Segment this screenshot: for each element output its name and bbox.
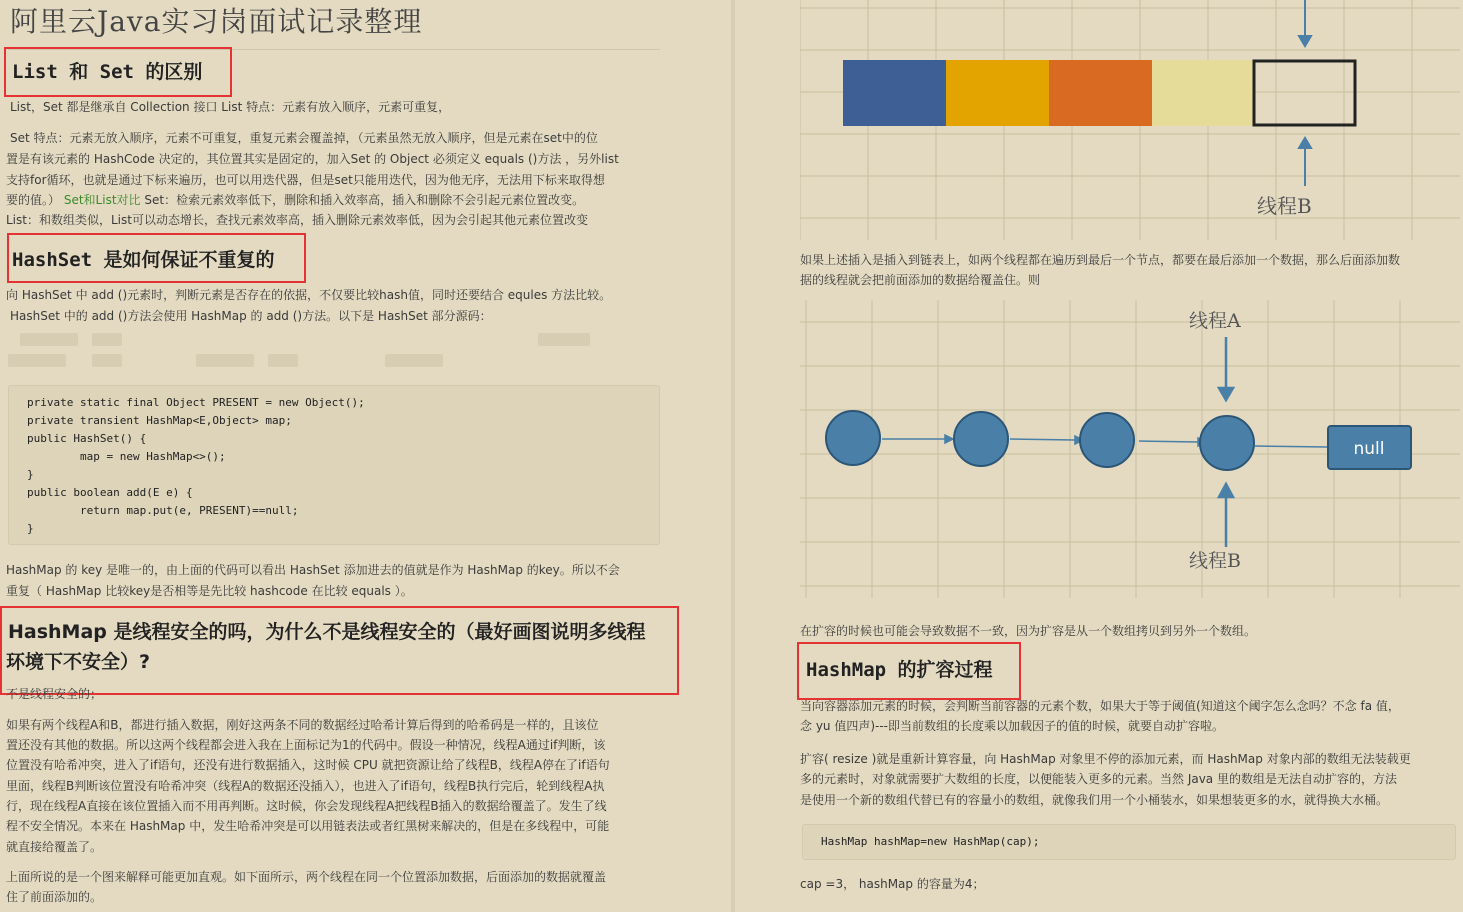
list-node-3 [1080,413,1134,467]
array-slot-blue [843,60,946,126]
blurred-text [268,354,298,367]
hashset-code-block [8,385,660,545]
blurred-text [538,333,590,346]
arrow-up-icon [1219,484,1233,547]
left-page [0,0,731,912]
paragraph-thread-explain: 程不安全情况。本来在 HashMap 中，发生哈希冲突是可以用链表法或者红黑树来解决的，但是在多线程中，可能 [6,819,610,833]
code-line: } [27,468,34,481]
paragraph-linked-list-overwrite: 如果上述插入是插入到链表上，如两个线程都在遍历到最后一个节点，都要在最后添加一个数据，那么后面添加数 [800,253,1401,267]
paragraph-thread-explain: 行，现在线程A直接在该位置插入而不用再判断。这时候，你会发现线程A把线程B插入的数据给覆盖了。发生了线 [6,799,607,813]
array-diagram [800,0,1460,240]
code-line: map = new HashMap<>(); [27,450,226,463]
set-list-compare-link[interactable]: Set和List对比 [63,193,141,207]
paragraph-diagram-intro: 上面所说的是一个图来解释可能更加直观。如下面所示，两个线程在同一个位置添加数据，后面添加的数据就覆盖 [6,870,607,884]
blurred-text [92,354,122,367]
paragraph-set-line4-start: 要的值。） [6,193,61,207]
arrow-down-icon [1219,337,1233,400]
paragraph-hashmap-key-line1: HashMap 的 key 是唯一的，由上面的代码可以看出 HashSet 添加进去的值就是作为 HashMap 的key。所以不会 [6,563,620,577]
blurred-text [20,333,78,346]
code-line: public HashSet() { [27,432,147,445]
heading-hashset-unique: HashSet 是如何保证不重复的 [12,249,275,271]
thread-b-label: 线程B [1257,194,1312,218]
paragraph-resize: 是使用一个新的数组代替已有的容量小的数组，就像我们用一个小桶装水，如果想装更多的水，就得换大水桶。 [800,793,1389,807]
list-node-4 [1200,416,1254,470]
code-line: } [27,522,34,535]
paragraph-thread-explain: 位置没有哈希冲突，进入了if语句，还没有进行数据插入，这时候 CPU 就把资源让给了线程B，线程A停在了if语句 [6,758,610,772]
paragraph-set-line3: 支持for循环，也就是通过下标来遍历，也可以用迭代器，但是set只能用迭代，因为他无序，无法用下标来取得想 [6,173,605,187]
paragraph-list-set-intro: List，Set 都是继承自 Collection 接口 List 特点：元素有放入顺序，元素可重复， [10,100,451,114]
paragraph-thread-explain: 如果有两个线程A和B，都进行插入数据，刚好这两条不同的数据经过哈希计算后得到的哈希码是一样的，且该位 [6,718,599,732]
thread-b-label: 线程B [1189,550,1241,572]
paragraph-set-line2: 置是有该元素的 HashCode 决定的，其位置其实是固定的，加入Set 的 Object 必须定义 equals ()方法 ，另外list [6,152,619,166]
blurred-text [385,354,443,367]
paragraph-thread-explain: 置还没有其他的数据。所以这两个线程都会进入我在上面标记为1的代码中。假设一种情况，线程A通过if判断，该 [6,738,606,752]
paragraph-linked-list-overwrite: 据的线程就会把前面添加的数据给覆盖住。则 [800,273,1041,287]
paragraph-hashmap-key-line2: 重复（ HashMap 比较key是否相等是先比较 hashcode 在比较 equals ）。 [6,584,413,598]
null-node-label: null [1353,439,1385,459]
array-slot-yellow [946,60,1049,126]
paragraph-threshold: 当向容器添加元素的时候，会判断当前容器的元素个数，如果大于等于阈值(知道这个阈字怎么念吗？不念 fa 值， [800,699,1400,713]
heading-hashmap-resize: HashMap 的扩容过程 [806,659,993,681]
code-line: private static final Object PRESENT = new Object(); [27,396,365,409]
list-node-2 [954,412,1008,466]
heading-list-and-set: List 和 Set 的区别 [12,61,203,83]
arrow-down-icon [1299,0,1311,46]
document-title: 阿里云Java实习岗面试记录整理 [10,5,423,38]
paragraph-diagram-intro: 住了前面添加的。 [6,890,103,904]
paragraph-resize: 扩容( resize )就是重新计算容量，向 HashMap 对象里不停的添加元素，而 HashMap 对象内部的数组无法装载更 [800,752,1411,766]
code-line: private transient HashMap<E,Object> map; [27,414,292,427]
paragraph-resize: 多的元素时，对象就需要扩大数组的长度，以便能装入更多的元素。当然 Java 里的数组是无法自动扩容的，方法 [800,772,1397,786]
linked-list-diagram [800,300,1460,600]
paragraph-resize-inconsistency: 在扩容的时候也可能会导致数据不一致，因为扩容是从一个数组拷贝到另外一个数组。 [800,624,1257,638]
paragraph-set-line4-end: Set：检索元素效率低下，删除和插入效率高，插入和删除不会引起元素位置改变。 [144,193,585,207]
paragraph-set-line4 [6,190,584,211]
array-slot-orange [1049,60,1152,126]
answer-not-thread-safe: 不是线程安全的； [6,687,103,701]
paragraph-capacity: cap =3， hashMap 的容量为4； [800,877,985,891]
blurred-text [196,354,254,367]
paragraph-thread-explain: 里面，线程B判断该位置没有哈希冲突（线程A的数据还没插入），也进入了if语句，线程B执行完后，轮到线程A执 [6,779,605,793]
resize-code-block [802,824,1456,860]
arrow-up-icon [1299,138,1311,186]
blurred-text [92,333,122,346]
blurred-text [8,354,66,367]
paragraph-set-line1: Set 特点：元素无放入顺序，元素不可重复，重复元素会覆盖掉，（元素虽然无放入顺序，但是元素在set中的位 [10,131,598,145]
list-node-1 [826,411,880,465]
paragraph-list: List：和数组类似，List可以动态增长，查找元素效率高，插入删除元素效率低，因为会引起其他元素位置改变 [6,213,588,227]
code-line: public boolean add(E e) { [27,486,193,499]
paragraph-hashset-source: HashSet 中的 add ()方法会使用 HashMap 的 add ()方法。以下是 HashSet 部分源码： [10,309,492,323]
thread-a-label: 线程A [1189,310,1241,332]
array-slot-light [1152,60,1255,126]
code-line: HashMap hashMap=new HashMap(cap); [821,835,1040,848]
heading-hashmap-thread-safe-line2: 环境下不安全）? [6,651,151,673]
paragraph-threshold: 念 yu 值四声)---即当前数组的长度乘以加载因子的值的时候，就要自动扩容啦。 [800,719,1225,733]
array-slot-empty [1254,61,1355,125]
right-page [735,0,1463,912]
paragraph-thread-explain: 就直接给覆盖了。 [6,840,103,854]
code-line: return map.put(e, PRESENT)==null; [27,504,299,517]
paragraph-hashset-add: 向 HashSet 中 add ()元素时，判断元素是否存在的依据，不仅要比较hash值，同时还要结合 equles 方法比较。 [6,288,612,302]
heading-hashmap-thread-safe-line1: HashMap 是线程安全的吗，为什么不是线程安全的（最好画图说明多线程 [8,621,646,643]
